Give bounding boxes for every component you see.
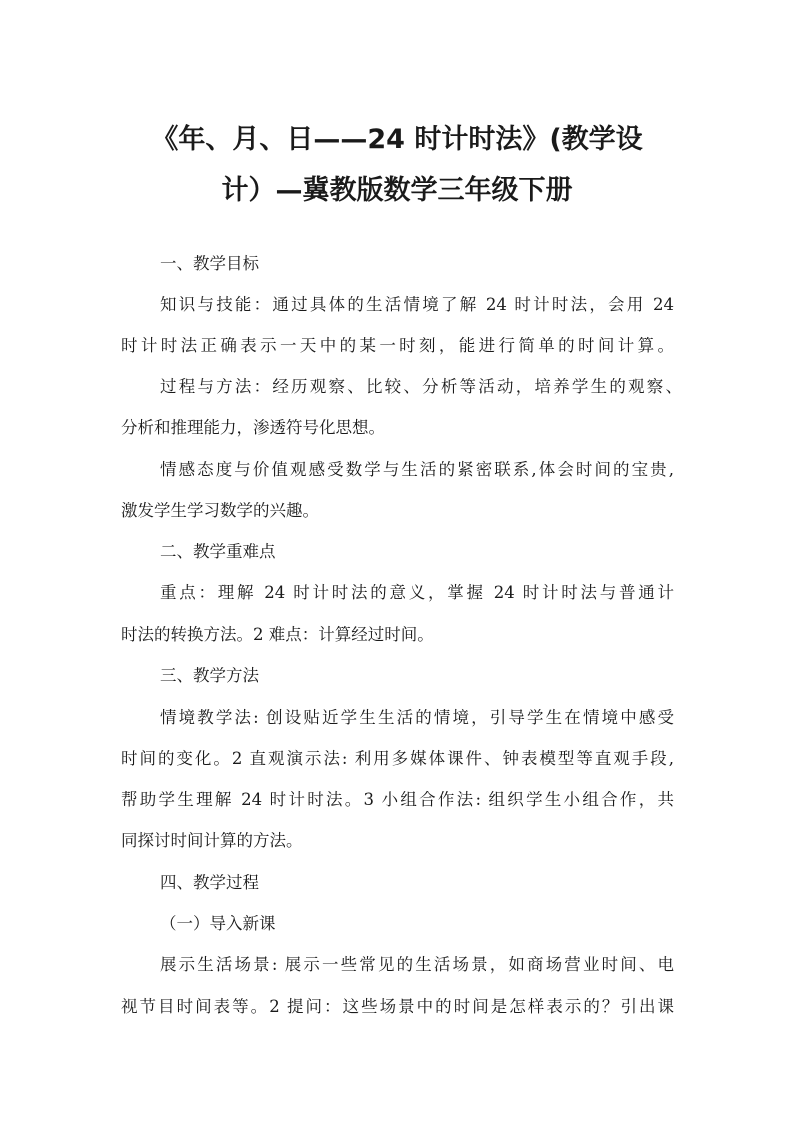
paragraph-line: 激发学生学习数学的兴趣。: [121, 501, 319, 520]
section-heading-key-points: 二、教学重难点: [160, 542, 276, 561]
subsection-heading-intro: （一）导入新课: [160, 914, 276, 933]
section-heading-objectives: 一、教学目标: [160, 254, 259, 273]
paragraph-line: 过程与方法：经历观察、比较、分析等活动，培养学生的观察、: [160, 377, 682, 396]
paragraph-line: 知识与技能：通过具体的生活情境了解 24 时计时法，会用 24: [160, 295, 674, 314]
paragraph-line: 时间的变化。2 直观演示法: 利用多媒体课件、钟表模型等直观手段,: [121, 749, 674, 768]
section-heading-process: 四、教学过程: [160, 873, 259, 892]
paragraph-line: 重点：理解 24 时计时法的意义，掌握 24 时计时法与普通计: [160, 583, 674, 602]
paragraph-line: 时计时法正确表示一天中的某一时刻，能进行简单的时间计算。: [121, 336, 674, 355]
section-heading-methods: 三、教学方法: [160, 666, 259, 685]
paragraph-line: 情感态度与价值观感受数学与生活的紧密联系,体会时间的宝贵,: [160, 460, 674, 479]
paragraph-line: 分析和推理能力，渗透符号化思想。: [121, 418, 385, 437]
paragraph-line: 视节目时间表等。2 提问：这些场景中的时间是怎样表示的？引出课: [121, 997, 674, 1016]
paragraph-line: 展示生活场景: 展示一些常见的生活场景，如商场营业时间、电: [160, 955, 674, 974]
document-title-line-2: 计）—冀教版数学三年级下册: [221, 175, 573, 206]
document-title-line-1: 《年、月、日——24 时计时法》(教学设: [151, 124, 643, 155]
paragraph-line: 时法的转换方法。2 难点：计算经过时间。: [121, 625, 434, 644]
paragraph-line: 情境教学法: 创设贴近学生生活的情境，引导学生在情境中感受: [160, 708, 674, 727]
paragraph-line: 同探讨时间计算的方法。: [121, 831, 303, 850]
paragraph-line: 帮助学生理解 24 时计时法。3 小组合作法: 组织学生小组合作，共: [121, 790, 674, 809]
